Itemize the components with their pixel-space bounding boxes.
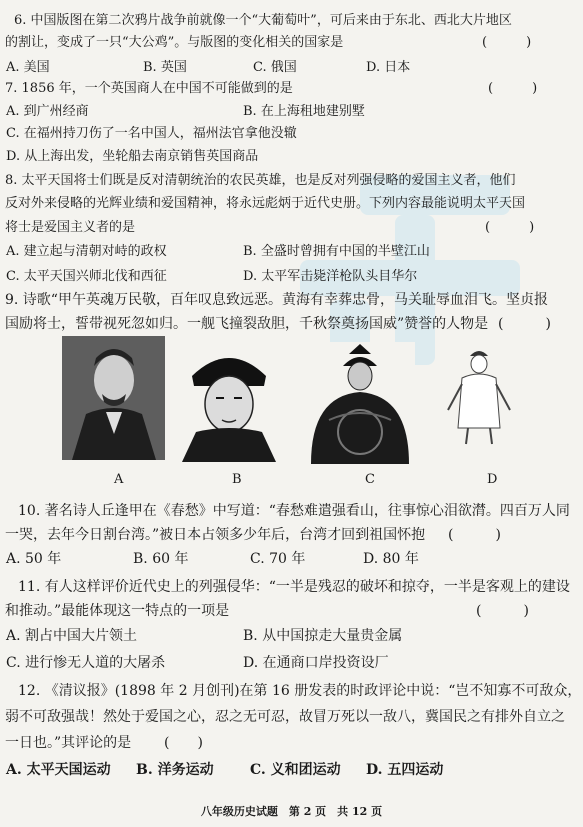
portrait-b-image[interactable]: [178, 340, 280, 462]
q6-option-b[interactable]: B. 英国: [143, 60, 187, 75]
q10-option-d[interactable]: D. 80 年: [363, 551, 419, 567]
q10-stem-line1: 10. 著名诗人丘逢甲在《春愁》中写道：“春愁难遣强看山，往事惊心泪欲潸。四百万人同: [18, 503, 570, 519]
q7-option-d[interactable]: D. 从上海出发，坐轮船去南京销售英国商品: [6, 149, 259, 164]
q11-answer-blank[interactable]: ( ): [476, 603, 529, 619]
q10-option-c[interactable]: C. 70 年: [250, 551, 306, 567]
q6-option-c[interactable]: C. 俄国: [253, 60, 297, 75]
q11-option-a[interactable]: A. 割占中国大片领土: [6, 628, 138, 644]
q10-option-b[interactable]: B. 60 年: [133, 551, 189, 567]
q12-stem-line2: 弱不可敌强哉！然处于爱国之心，忍之无可忍，故冒万死以一敌八，冀国民之有排外自立之: [5, 709, 565, 725]
q12-answer-blank[interactable]: ( ): [164, 735, 203, 751]
q11-stem-line2: 和推动。”最能体现这一特点的一项是: [5, 603, 230, 619]
q12-option-d[interactable]: D. 五四运动: [366, 762, 444, 778]
portrait-d-image[interactable]: [440, 344, 518, 448]
q6-option-d[interactable]: D. 日本: [366, 60, 411, 75]
q7-option-b[interactable]: B. 在上海租地建别墅: [243, 104, 365, 119]
q9-answer-blank[interactable]: ( ): [498, 316, 551, 332]
q10-answer-blank[interactable]: ( ): [448, 527, 501, 543]
q11-stem-line1: 11. 有人这样评价近代史上的列强侵华：“一半是残忍的破坏和掠夺，一半是客观上的建设: [18, 579, 570, 595]
q12-stem-line3: 一日也。”其评论的是: [5, 735, 132, 751]
q12-option-b[interactable]: B. 洋务运动: [136, 762, 214, 778]
portrait-d-label: D: [487, 472, 498, 487]
q8-stem-line2: 反对外来侵略的光辉业绩和爱国精神，将永远彪炳于近代史册。下列内容最能说明太平天国: [5, 196, 526, 211]
q10-stem-line2: 一哭，去年今日割台湾。”被日本占领多少年后，台湾才回到祖国怀抱: [5, 527, 426, 543]
portrait-b-label: B: [232, 472, 242, 487]
portrait-c-label: C: [365, 472, 375, 487]
q7-option-c[interactable]: C. 在福州持刀伤了一名中国人，福州法官拿他没辙: [6, 126, 297, 141]
q6-stem-line2: 的割让，变成了一只“大公鸡”。与版图的变化相关的国家是: [5, 35, 344, 50]
portrait-c-image[interactable]: [305, 342, 415, 464]
q9-stem-line2: 国励将士，誓带视死忽如归。一舰飞撞裂敌胆，千秋祭奠扬国威”赞誉的人物是: [5, 316, 489, 332]
q11-option-c[interactable]: C. 进行惨无人道的大屠杀: [6, 655, 166, 671]
q7-option-a[interactable]: A. 到广州经商: [6, 104, 89, 119]
q7-answer-blank[interactable]: ( ): [488, 81, 538, 96]
q12-option-a[interactable]: A. 太平天国运动: [6, 762, 111, 778]
q7-stem-text: 7. 1856 年，一个英国商人在中国不可能做到的是: [5, 81, 293, 96]
q9-stem-line1: 9. 诗歌“甲午英魂万民敬，百年叹息致远恶。黄海有幸葬忠骨，马关耻辱血泪飞。坚贞报: [5, 292, 548, 308]
portrait-a-label: A: [114, 472, 124, 487]
q6-stem-line1: 6. 中国版图在第二次鸦片战争前就像一个“大葡萄叶”，可后来由于东北、西北大片地区: [14, 13, 512, 28]
q8-stem-line1: 8. 太平天国将士们既是反对清朝统治的农民英雄，也是反对列强侵略的爱国主义者，他们: [5, 173, 516, 188]
q11-option-d[interactable]: D. 在通商口岸投资设厂: [243, 655, 389, 671]
q12-option-c[interactable]: C. 义和团运动: [250, 762, 341, 778]
page-footer: 八年级历史试题 第 2 页 共 12 页: [200, 805, 383, 818]
q8-stem-line3: 将士是爱国主义者的是: [5, 220, 136, 235]
q8-option-a[interactable]: A. 建立起与清朝对峙的政权: [6, 244, 167, 259]
q10-option-a[interactable]: A. 50 年: [6, 551, 62, 567]
q8-option-b[interactable]: B. 全盛时曾拥有中国的半壁江山: [243, 244, 430, 259]
q8-option-d[interactable]: D. 太平军击毙洋枪队头目华尔: [243, 269, 418, 284]
q8-answer-blank[interactable]: ( ): [485, 220, 535, 235]
q6-answer-blank[interactable]: ( ): [482, 35, 532, 50]
q8-option-c[interactable]: C. 太平天国兴师北伐和西征: [6, 269, 167, 284]
q11-option-b[interactable]: B. 从中国掠走大量贵金属: [243, 628, 403, 644]
q12-stem-line1: 12. 《清议报》(1898 年 2 月创刊)在第 16 册发表的时政评论中说：“岂不知寡不可敌众，: [18, 683, 582, 699]
portrait-a-image[interactable]: [62, 336, 165, 460]
q6-option-a[interactable]: A. 美国: [6, 60, 50, 75]
